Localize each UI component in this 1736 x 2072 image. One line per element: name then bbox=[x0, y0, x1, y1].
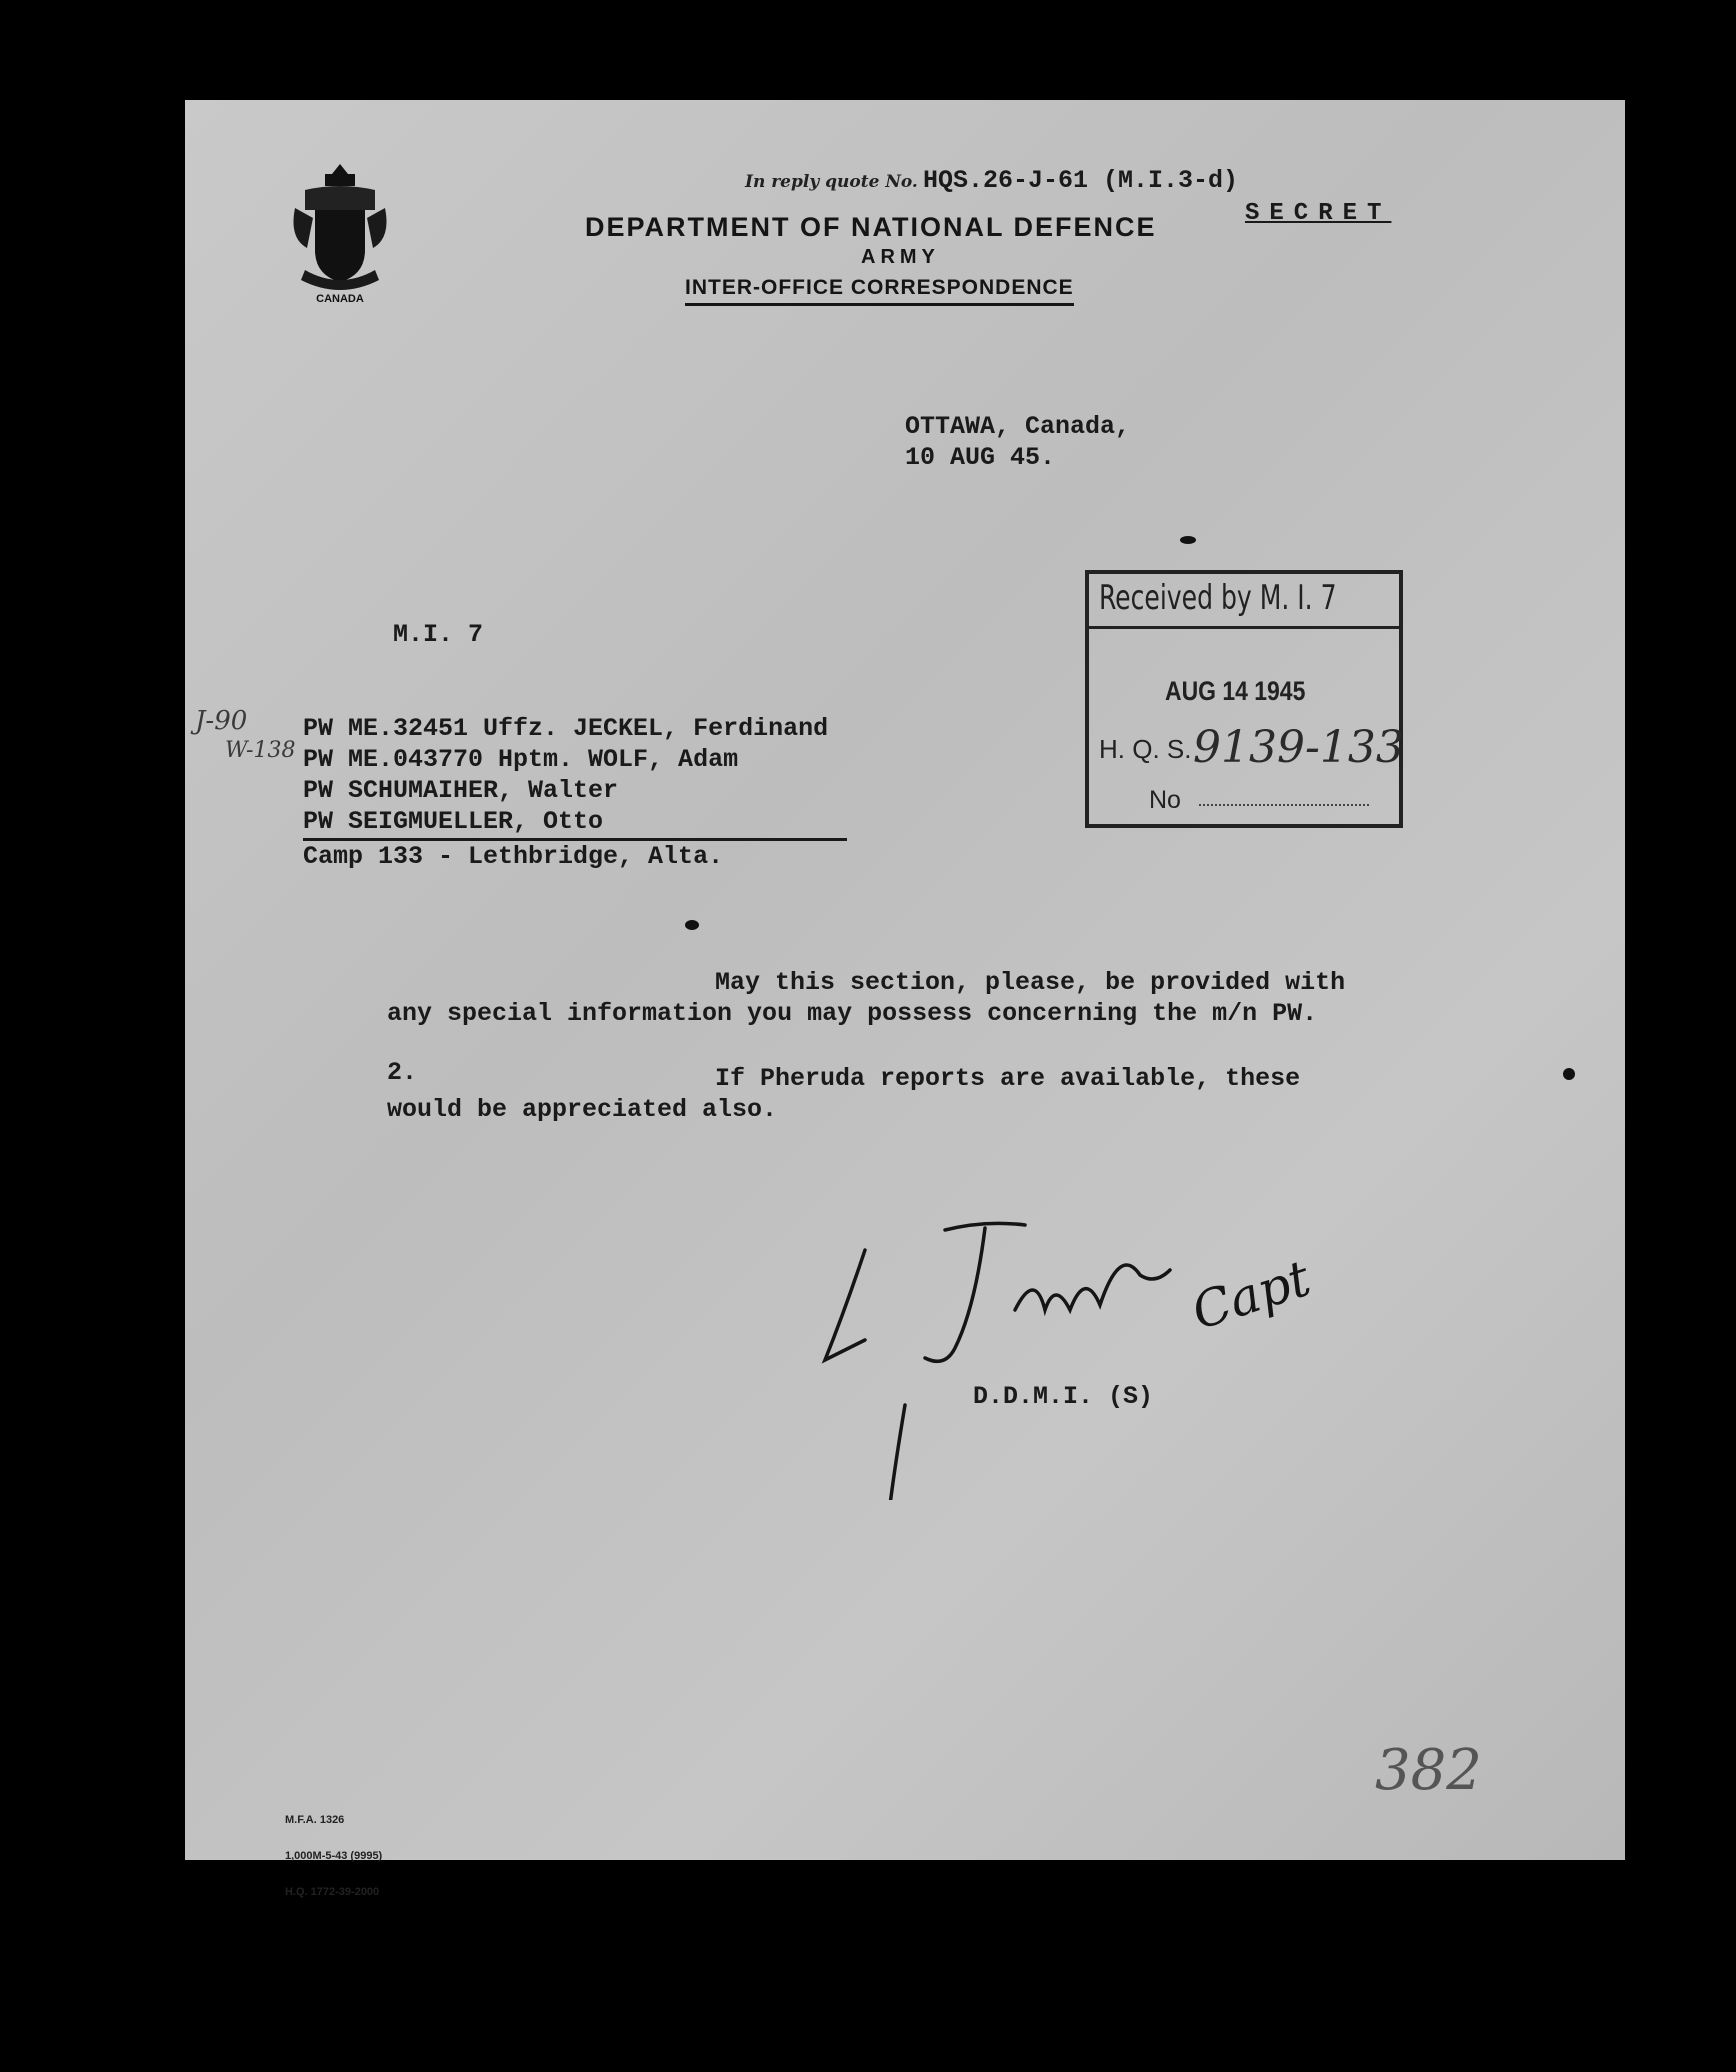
margin-note-1: J-90 bbox=[195, 706, 248, 736]
margin-note-2: W-138 bbox=[225, 738, 296, 763]
signature-title: D.D.M.I. (S) bbox=[973, 1382, 1154, 1411]
subject-line-2: PW ME.043770 Hptm. WOLF, Adam bbox=[303, 745, 739, 774]
reply-number: HQS.26-J-61 (M.I.3-d) bbox=[923, 166, 1239, 195]
para2-number: 2. bbox=[387, 1058, 418, 1087]
form-footer-line-2: 1,000M-5-43 (9995) bbox=[285, 1850, 383, 1862]
date-line: 10 AUG 45. bbox=[905, 443, 1056, 472]
classification-mark: SECRET bbox=[1245, 200, 1392, 227]
document-page bbox=[185, 100, 1625, 1898]
signature-rank: Capt bbox=[1185, 1248, 1318, 1342]
para1-line2: any special information you may possess concerning the m/n PW. bbox=[387, 999, 1318, 1028]
canada-crest-icon bbox=[285, 160, 395, 310]
received-stamp bbox=[1085, 570, 1403, 828]
signature-scrawl bbox=[805, 1200, 1285, 1500]
stamp-hqs-number: 9139-133 bbox=[1193, 722, 1404, 773]
ink-dot bbox=[1563, 1068, 1575, 1080]
form-footer-line-1: M.F.A. 1326 bbox=[285, 1814, 345, 1826]
place-line: OTTAWA, Canada, bbox=[905, 412, 1131, 441]
addressee: M.I. 7 bbox=[393, 620, 484, 649]
crest-caption: CANADA bbox=[316, 293, 364, 305]
stamp-title: Received by M. I. 7 bbox=[1099, 578, 1337, 618]
page-number: 382 bbox=[1375, 1738, 1482, 1803]
stamp-hqs-label: H. Q. S. bbox=[1099, 734, 1192, 764]
form-footer-line-3: H.Q. 1772-39-2000 bbox=[285, 1886, 380, 1898]
department-heading: DEPARTMENT OF NATIONAL DEFENCE bbox=[585, 212, 1157, 242]
subject-line-1: PW ME.32451 Uffz. JECKEL, Ferdinand bbox=[303, 714, 829, 743]
para2-line2: would be appreciated also. bbox=[387, 1095, 778, 1124]
para1-line1: May this section, please, be provided with bbox=[715, 968, 1346, 997]
form-footer bbox=[285, 1790, 382, 1922]
para2-line1: If Pheruda reports are available, these bbox=[715, 1064, 1301, 1093]
stamp-no-label: No bbox=[1149, 786, 1181, 814]
branch-heading: ARMY bbox=[861, 246, 940, 268]
subject-line-5: Camp 133 - Lethbridge, Alta. bbox=[303, 842, 724, 871]
form-type-heading: INTER-OFFICE CORRESPONDENCE bbox=[685, 276, 1074, 306]
subject-line-3: PW SCHUMAIHER, Walter bbox=[303, 776, 619, 805]
ink-dot bbox=[1180, 536, 1196, 544]
subject-line-4: PW SEIGMUELLER, Otto bbox=[303, 807, 604, 836]
stamp-no-line bbox=[1199, 804, 1369, 806]
stamp-date: AUG 14 1945 bbox=[1165, 676, 1306, 706]
reply-prefix: In reply quote No. bbox=[745, 172, 918, 192]
subject-rule bbox=[303, 838, 847, 841]
ink-dot bbox=[685, 920, 699, 930]
